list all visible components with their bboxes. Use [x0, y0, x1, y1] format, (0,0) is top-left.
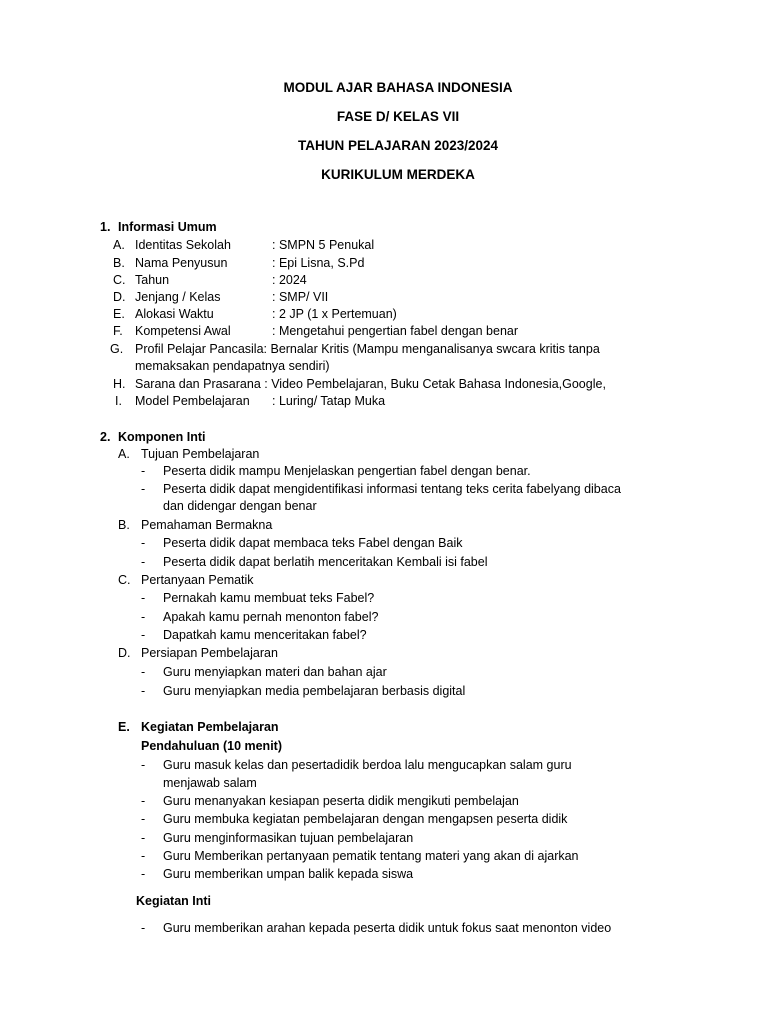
subsection-letter: C. — [118, 573, 131, 587]
item-letter: D. — [113, 290, 126, 304]
item-letter: B. — [113, 256, 125, 270]
item-letter: H. — [113, 377, 126, 391]
item-key: Profil Pelajar Pancasila: Bernalar Kritis (Mampu menganalisanya swcara kritis tanpa — [135, 342, 600, 356]
bullet-text: Pernakah kamu membuat teks Fabel? — [163, 591, 375, 605]
section-number: 1. — [100, 220, 111, 234]
section-heading: Informasi Umum — [118, 220, 217, 234]
item-key: Model Pembelajaran — [135, 394, 250, 408]
item-letter: C. — [113, 273, 126, 287]
bullet-text: Guru menyiapkan materi dan bahan ajar — [163, 665, 387, 679]
item-value: : 2 JP (1 x Pertemuan) — [272, 307, 397, 321]
bullet-dash: - — [141, 831, 146, 845]
subsection-letter: E. — [118, 720, 130, 734]
bullet-text-continued: dan didengar dengan benar — [163, 499, 317, 513]
doc-title: MODUL AJAR BAHASA INDONESIA — [283, 80, 513, 95]
bullet-dash: - — [141, 867, 146, 881]
bullet-dash: - — [141, 684, 146, 698]
bullet-text: Peserta didik mampu Menjelaskan pengertian fabel dengan benar. — [163, 464, 531, 478]
subsection-title: Persiapan Pembelajaran — [141, 646, 278, 660]
subsection-letter: D. — [118, 646, 131, 660]
item-key: Nama Penyusun — [135, 256, 228, 270]
subsection-title: Pertanyaan Pematik — [141, 573, 254, 587]
item-letter: A. — [113, 238, 125, 252]
item-key: Alokasi Waktu — [135, 307, 214, 321]
subsection-letter: A. — [118, 447, 130, 461]
item-key: Jenjang / Kelas — [135, 290, 221, 304]
section-number: 2. — [100, 430, 111, 444]
item-key: Identitas Sekolah — [135, 238, 231, 252]
bullet-dash: - — [141, 794, 146, 808]
item-value: : Luring/ Tatap Muka — [272, 394, 386, 408]
bullet-dash: - — [141, 555, 146, 569]
bullet-text-continued: menjawab salam — [163, 776, 257, 790]
bullet-text: Peserta didik dapat membaca teks Fabel dengan Baik — [163, 536, 463, 550]
item-key: Sarana dan Prasarana : Video Pembelajaran, Buku Cetak Bahasa Indonesia,Google, — [135, 377, 606, 391]
doc-curriculum: KURIKULUM MERDEKA — [321, 167, 475, 182]
activity-phase-title: Kegiatan Inti — [136, 894, 212, 908]
doc-year: TAHUN PELAJARAN 2023/2024 — [297, 138, 499, 153]
bullet-dash: - — [141, 921, 146, 935]
bullet-text: Guru masuk kelas dan pesertadidik berdoa lalu mengucapkan salam guru — [163, 758, 572, 772]
doc-phase: FASE D/ KELAS VII — [336, 109, 460, 124]
item-value: : Epi Lisna, S.Pd — [272, 256, 365, 270]
item-key: Kompetensi Awal — [135, 324, 231, 338]
bullet-text: Guru menanyakan kesiapan peserta didik mengikuti pembelajan — [163, 794, 519, 808]
bullet-text: Apakah kamu pernah menonton fabel? — [163, 610, 379, 624]
bullet-dash: - — [141, 849, 146, 863]
item-value: : SMPN 5 Penukal — [272, 238, 375, 252]
bullet-dash: - — [141, 665, 146, 679]
bullet-dash: - — [141, 812, 146, 826]
item-key-continued: memaksakan pendapatnya sendiri) — [135, 359, 330, 373]
bullet-text: Peserta didik dapat berlatih menceritakan Kembali isi fabel — [163, 555, 488, 569]
bullet-text: Guru memberikan umpan balik kepada siswa — [163, 867, 414, 881]
bullet-dash: - — [141, 610, 146, 624]
item-value: : Mengetahui pengertian fabel dengan benar — [272, 324, 519, 338]
bullet-dash: - — [141, 628, 146, 642]
bullet-dash: - — [141, 536, 146, 550]
bullet-text: Guru menginformasikan tujuan pembelajaran — [163, 831, 414, 845]
subsection-title: Tujuan Pembelajaran — [141, 447, 260, 461]
bullet-text: Guru membuka kegiatan pembelajaran dengan mengapsen peserta didik — [163, 812, 568, 826]
bullet-text: Dapatkah kamu menceritakan fabel? — [163, 628, 367, 642]
section-heading: Komponen Inti — [118, 430, 206, 444]
bullet-dash: - — [141, 464, 146, 478]
subsection-letter: B. — [118, 518, 130, 532]
item-letter: E. — [113, 307, 125, 321]
item-value: : SMP/ VII — [272, 290, 329, 304]
bullet-text: Peserta didik dapat mengidentifikasi informasi tentang teks cerita fabelyang dibaca — [163, 482, 621, 496]
item-letter: F. — [113, 324, 123, 338]
activity-phase-title: Pendahuluan (10 menit) — [141, 739, 282, 753]
subsection-title: Kegiatan Pembelajaran — [141, 720, 279, 734]
item-letter: I. — [115, 394, 122, 408]
bullet-dash: - — [141, 482, 146, 496]
item-value: : 2024 — [272, 273, 307, 287]
bullet-text: Guru Memberikan pertanyaan pematik tentang materi yang akan di ajarkan — [163, 849, 579, 863]
item-letter: G. — [110, 342, 124, 356]
bullet-text: Guru memberikan arahan kepada peserta didik untuk fokus saat menonton video — [163, 921, 612, 935]
bullet-dash: - — [141, 758, 146, 772]
bullet-dash: - — [141, 591, 146, 605]
item-key: Tahun — [135, 273, 170, 287]
subsection-title: Pemahaman Bermakna — [141, 518, 273, 532]
bullet-text: Guru menyiapkan media pembelajaran berbasis digital — [163, 684, 466, 698]
